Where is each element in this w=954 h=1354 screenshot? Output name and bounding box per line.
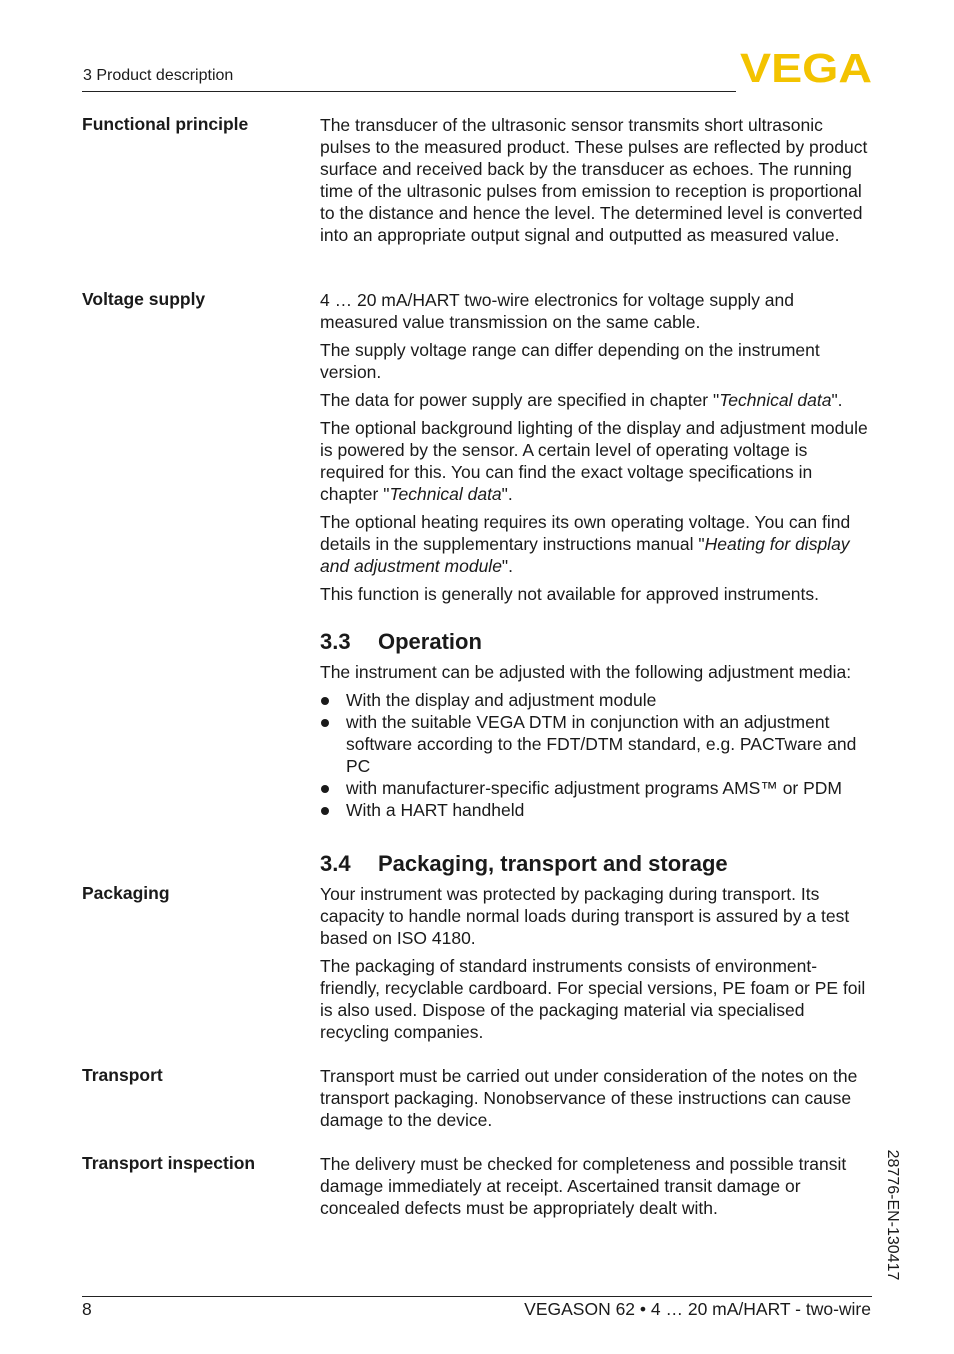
chapter-reference: Technical data [389, 484, 502, 504]
packaging-paragraph-2: The packaging of standard instruments consists of environment-friendly, recyclable cardboard. For special versions, PE foam or PE foil is also used. Dispose of the packaging material via specialised recycling companies. [320, 956, 866, 1042]
list-item: With the display and adjustment module [320, 689, 872, 711]
voltage-supply-paragraph-2: The supply voltage range can differ depending on the instrument version. [320, 340, 820, 382]
label-transport-inspection: Transport inspection [82, 1153, 256, 1173]
functional-principle-paragraph: The transducer of the ultrasonic sensor transmits short ultrasonic pulses to the measured product. These pulses are reflected by product surface and received back by the transducer as echoes. The running time of the ultrasonic pulses from emission to reception is proportional to the distance and hence the level. The determined level is converted into an appropriate output signal and outputted as measured value. [320, 115, 868, 245]
transport-paragraph: Transport must be carried out under consideration of the notes on the transport packaging. Nonobservance of these instructions can cause damage to the device. [320, 1066, 858, 1130]
transport-inspection-text [320, 1153, 872, 1219]
transport-inspection-paragraph: The delivery must be checked for completeness and possible transit damage immediately at receipt. Ascertained transit damage or concealed defects must be appropriately dealt with. [320, 1154, 847, 1218]
list-item: with manufacturer-specific adjustment programs AMS™ or PDM [320, 777, 872, 799]
section-title: Operation [378, 629, 482, 654]
footer-title: VEGASON 62 • 4 … 20 mA/HART - two-wire [524, 1299, 871, 1319]
functional-principle-text [320, 114, 872, 246]
label-functional-principle: Functional principle [82, 114, 249, 134]
voltage-supply-paragraph-4: The optional background lighting of the display and adjustment module is powered by the sensor. A certain level of operating voltage is required for this. You can find the exact voltage specifications in chapter "Technical data". [320, 418, 868, 504]
operation-intro: The instrument can be adjusted with the following adjustment media: [320, 662, 852, 682]
bullet-icon [321, 807, 329, 815]
header-divider [82, 91, 736, 92]
label-packaging: Packaging [82, 883, 170, 903]
label-transport: Transport [82, 1065, 163, 1085]
vega-logo-text: VEGA [740, 50, 872, 86]
transport-text [320, 1065, 872, 1131]
vega-logo [740, 50, 874, 86]
bullet-icon [321, 697, 329, 705]
list-item: With a HART handheld [320, 799, 872, 821]
document-number: 28776-EN-130417 [884, 1149, 901, 1281]
section-number: 3.3 [320, 629, 351, 654]
voltage-supply-paragraph-3: The data for power supply are specified in chapter "Technical data". [320, 390, 843, 410]
voltage-supply-paragraph-1: 4 … 20 mA/HART two-wire electronics for voltage supply and measured value transmission on the same cable. [320, 290, 795, 332]
label-voltage-supply: Voltage supply [82, 289, 206, 309]
list-item: with the suitable VEGA DTM in conjunction with an adjustment software according to the FDT/DTM standard, e.g. PACTware and PC [320, 711, 872, 777]
voltage-supply-paragraph-6: This function is generally not available for approved instruments. [320, 584, 820, 604]
voltage-supply-text [320, 289, 872, 605]
section-number: 3.4 [320, 851, 351, 876]
chapter-reference: Technical data [719, 390, 832, 410]
packaging-text [320, 883, 872, 1043]
voltage-supply-paragraph-5: The optional heating requires its own operating voltage. You can find details in the supplementary instructions manual "Heating for display and adjustment module". [320, 512, 851, 576]
operation-text [320, 661, 872, 821]
bullet-icon [321, 785, 329, 793]
running-header: 3 Product description [83, 67, 234, 84]
section-heading-operation [320, 629, 482, 655]
section-title: Packaging, transport and storage [378, 851, 728, 876]
packaging-paragraph-1: Your instrument was protected by packaging during transport. Its capacity to handle normal loads during transport is assured by a test based on ISO 4180. [320, 884, 850, 948]
footer-divider [82, 1296, 872, 1297]
adjustment-media-list [320, 689, 872, 821]
page-number: 8 [82, 1299, 92, 1319]
section-heading-packaging [320, 851, 728, 877]
bullet-icon [321, 719, 329, 727]
manual-reference: Heating for display and adjustment module [320, 534, 850, 576]
